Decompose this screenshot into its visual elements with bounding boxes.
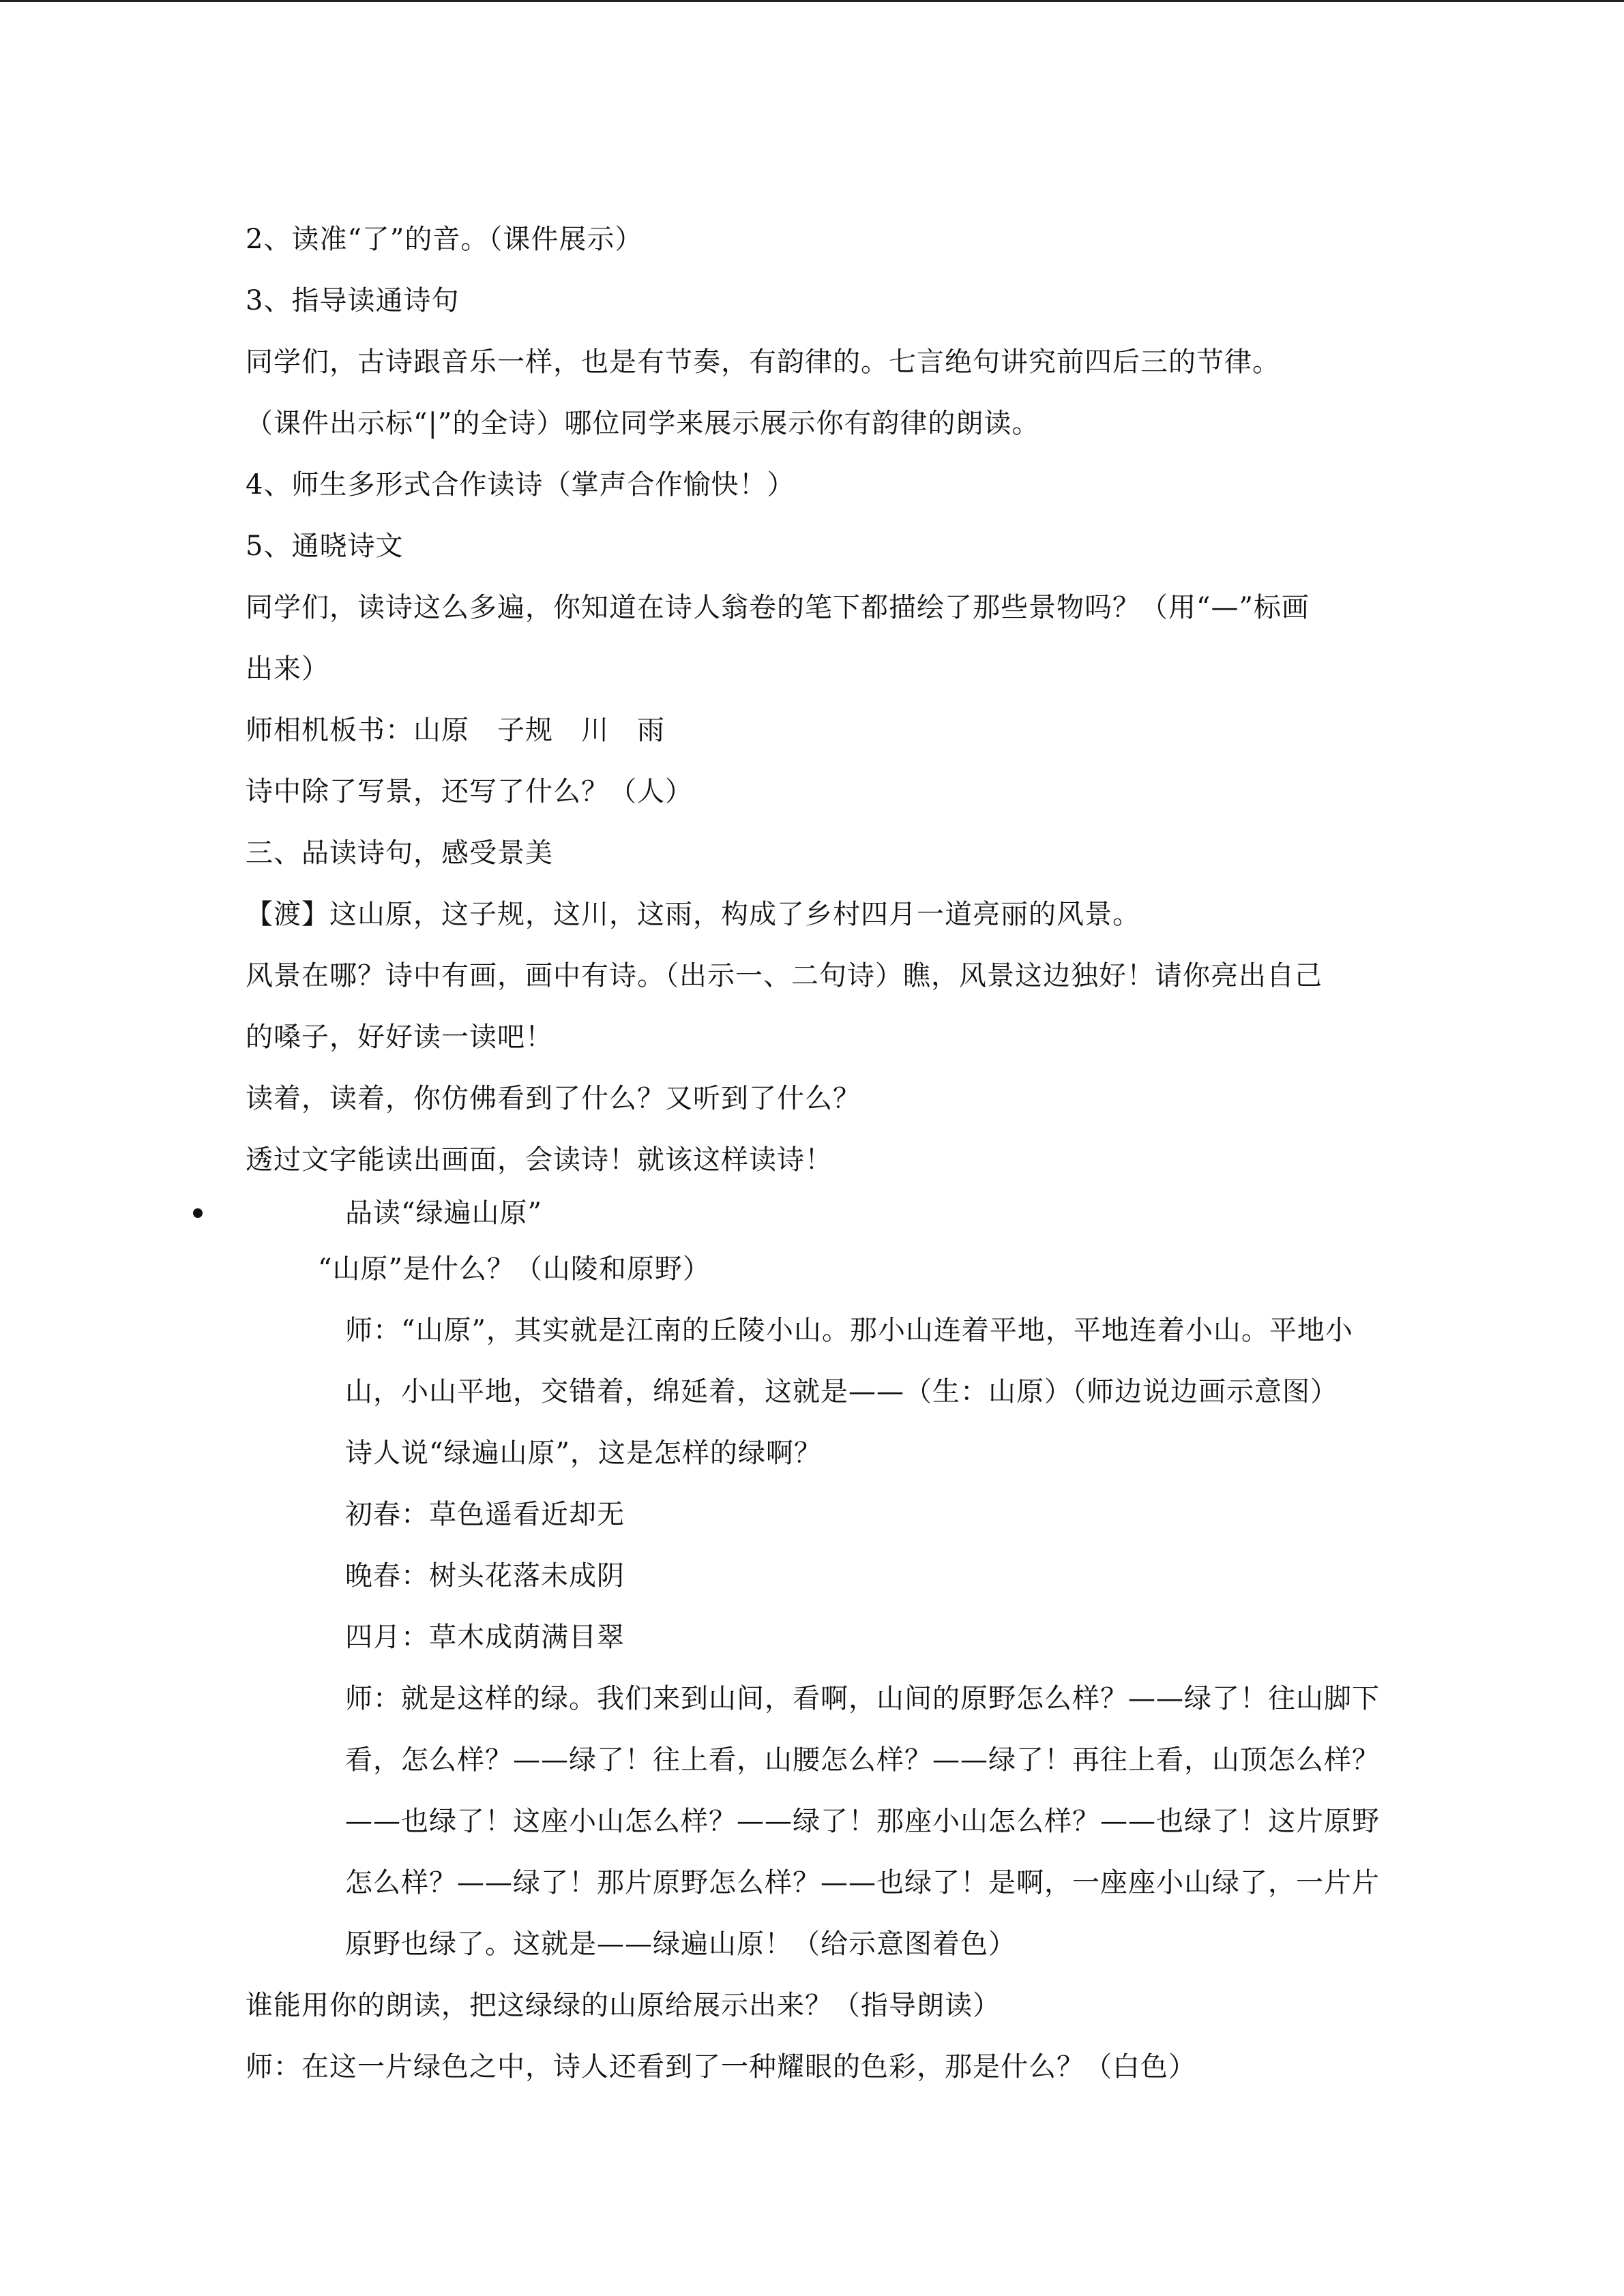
text-line: 【渡】这山原，这子规，这川，这雨，构成了乡村四月一道亮丽的风景。 xyxy=(246,899,1140,930)
text-line: （课件出示标“|”的全诗）哪位同学来展示展示你有韵律的朗读。 xyxy=(246,408,1040,439)
text-line: 的嗓子，好好读一读吧！ xyxy=(246,1022,553,1053)
text-line: ——也绿了！这座小山怎么样？——绿了！那座小山怎么样？——也绿了！这片原野 xyxy=(345,1806,1380,1837)
text-line: 5、通晓诗文 xyxy=(246,531,404,562)
text-line: 师：在这一片绿色之中，诗人还看到了一种耀眼的色彩，那是什么？（白色） xyxy=(246,2051,1196,2083)
bullet-item-heading: 品读“绿遍山原” xyxy=(345,1197,542,1229)
section-heading: 三、品读诗句，感受景美 xyxy=(246,837,553,869)
text-line: 山，小山平地，交错着，绵延着，这就是——（生：山原）（师边说边画示意图） xyxy=(345,1376,1338,1407)
text-line: 读着，读着，你仿佛看到了什么？又听到了什么？ xyxy=(246,1083,861,1114)
text-line: 初春：草色遥看近却无 xyxy=(345,1499,625,1530)
text-line: 同学们，读诗这么多遍，你知道在诗人翁卷的笔下都描绘了那些景物吗？（用“—”标画 xyxy=(246,592,1310,623)
text-line: 晚春：树头花落未成阴 xyxy=(345,1560,625,1592)
text-line: 看，怎么样？——绿了！往上看，山腰怎么样？——绿了！再往上看，山顶怎么样？ xyxy=(345,1744,1380,1776)
text-line: 谁能用你的朗读，把这绿绿的山原给展示出来？（指导朗读） xyxy=(246,1990,1001,2021)
text-line: 师相机板书：山原 子规 川 雨 xyxy=(246,715,665,746)
text-line: 诗中除了写景，还写了什么？（人） xyxy=(246,776,693,807)
text-line: 3、指导读通诗句 xyxy=(246,285,460,316)
text-line: 透过文字能读出画面，会读诗！就该这样读诗！ xyxy=(246,1144,833,1176)
text-line: 2、读准“了”的音。（课件展示） xyxy=(246,224,643,255)
text-line: 出来） xyxy=(246,653,329,685)
text-line: 风景在哪？诗中有画，画中有诗。（出示一、二句诗）瞧，风景这边独好！请你亮出自己 xyxy=(246,960,1323,992)
text-line: 师：就是这样的绿。我们来到山间，看啊，山间的原野怎么样？——绿了！往山脚下 xyxy=(345,1683,1380,1714)
text-line: 原野也绿了。这就是——绿遍山原！（给示意图着色） xyxy=(345,1928,1016,1960)
text-line: 四月：草木成荫满目翠 xyxy=(345,1622,625,1653)
text-line: 4、师生多形式合作读诗（掌声合作愉快！） xyxy=(246,469,795,501)
text-line: 同学们，古诗跟音乐一样，也是有节奏，有韵律的。七言绝句讲究前四后三的节律。 xyxy=(246,346,1280,378)
text-line: 师：“山原”，其实就是江南的丘陵小山。那小山连着平地，平地连着小山。平地小 xyxy=(345,1315,1353,1346)
text-line: 怎么样？——绿了！那片原野怎么样？——也绿了！是啊，一座座小山绿了，一片片 xyxy=(345,1867,1380,1898)
text-line: “山原”是什么？（山陵和原野） xyxy=(318,1253,711,1285)
text-line: 诗人说“绿遍山原”，这是怎样的绿啊？ xyxy=(345,1437,822,1469)
bullet-icon xyxy=(193,1208,203,1218)
